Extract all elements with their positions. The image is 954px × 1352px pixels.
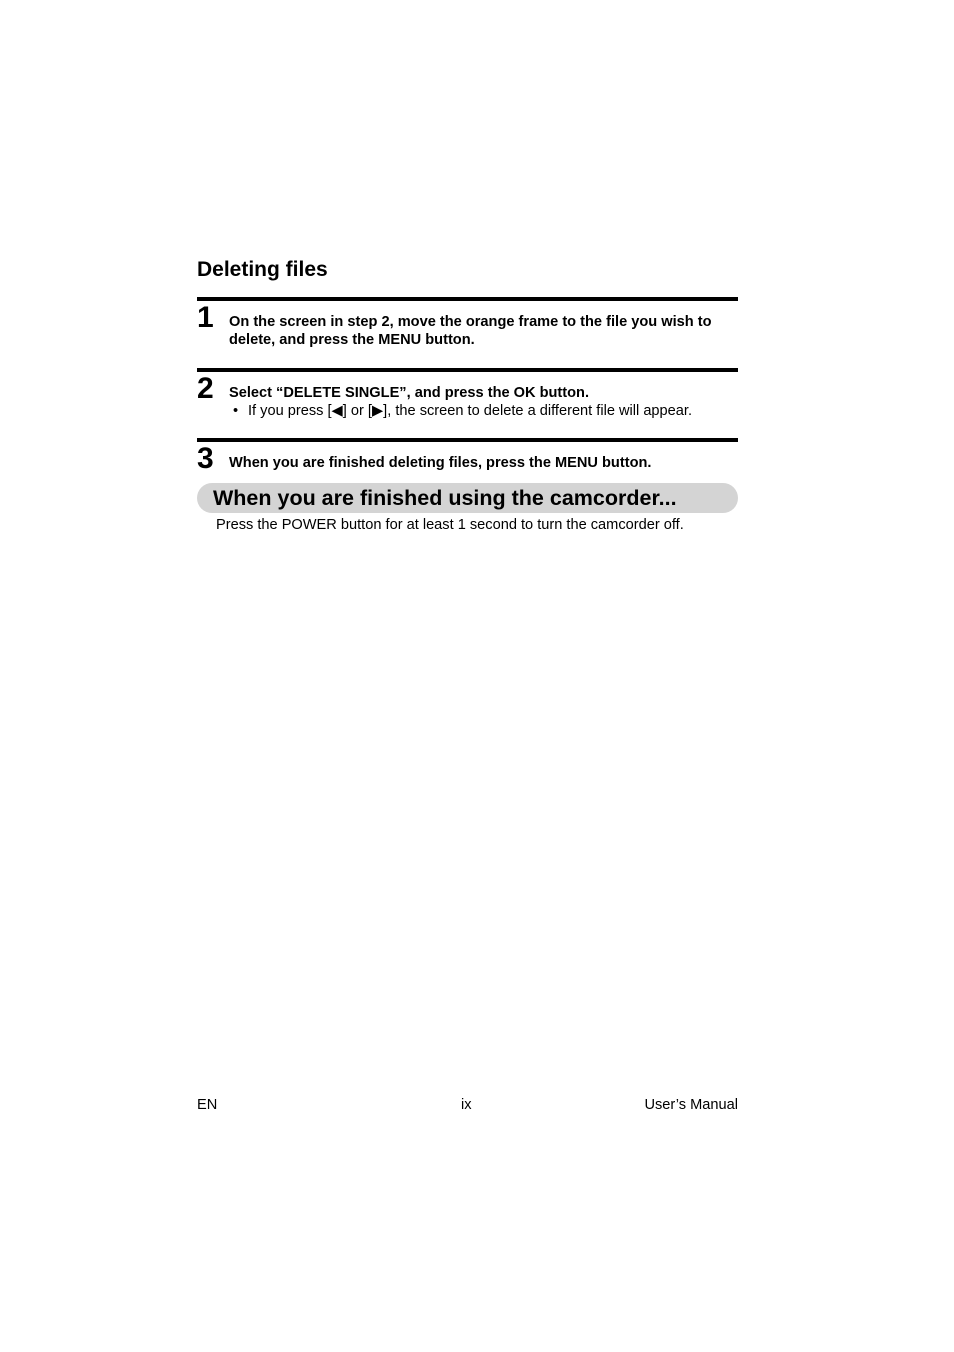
step-number: 3 bbox=[197, 442, 214, 475]
step-instruction: Select “DELETE SINGLE”, and press the OK button. bbox=[229, 385, 590, 401]
step-3 bbox=[197, 438, 738, 475]
step-number: 2 bbox=[197, 372, 214, 405]
footer-language: EN bbox=[197, 1097, 218, 1113]
section-banner bbox=[197, 483, 738, 513]
step-note bbox=[233, 402, 743, 420]
step-note-text: If you press [◀] or [▶], the screen to delete a different file will appear. bbox=[248, 403, 693, 419]
section-title: When you are finished using the camcorder... bbox=[213, 486, 677, 510]
step-instruction: When you are finished deleting files, press the MENU button. bbox=[229, 455, 652, 471]
step-1 bbox=[197, 297, 738, 348]
page-title: Deleting files bbox=[197, 258, 328, 281]
step-instruction: On the screen in step 2, move the orange frame to the file you wish to delete, and press the MENU button. bbox=[229, 314, 712, 348]
step-number: 1 bbox=[197, 301, 214, 334]
footer-manual-title: User’s Manual bbox=[644, 1097, 738, 1113]
bullet-icon: • bbox=[233, 403, 239, 419]
section-body: Press the POWER button for at least 1 second to turn the camcorder off. bbox=[216, 517, 684, 533]
step-2 bbox=[197, 368, 738, 419]
footer-page-number: ix bbox=[461, 1097, 472, 1113]
